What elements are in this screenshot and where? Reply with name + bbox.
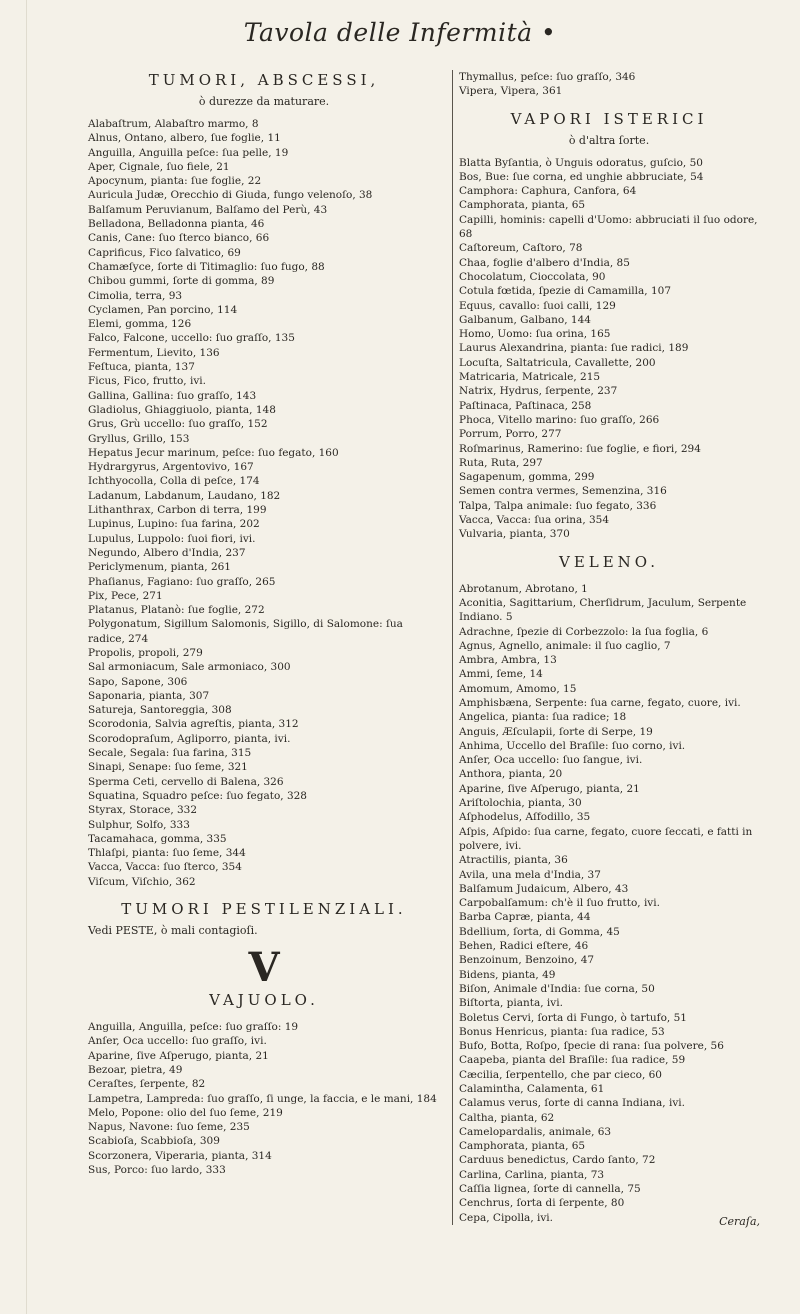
index-entry: Natrix, Hydrus, ſerpente, 237: [459, 385, 618, 398]
index-entry: Ariſtolochia, pianta, 30: [459, 797, 582, 810]
drop-initial: V: [248, 944, 280, 992]
index-entry: Chocolatum, Cioccolata, 90: [459, 270, 606, 283]
index-entry: Ruta, Ruta, 297: [459, 456, 543, 469]
index-entry: Camphorata, pianta, 65: [459, 199, 586, 212]
index-entry: Canis, Cane: ſuo ſterco bianco, 66: [88, 232, 270, 245]
index-entry: Pix, Pece, 271: [88, 589, 163, 602]
index-entry: Bidens, pianta, 49: [459, 968, 556, 981]
index-entry: Ambra, Ambra, 13: [459, 654, 557, 667]
index-entry: Sal armoniacum, Sale armoniaco, 300: [88, 661, 291, 674]
index-entry: Barba Capræ, pianta, 44: [459, 911, 591, 924]
section-heading-vajuolo: VAJUOLO.: [209, 991, 319, 1010]
left-column: [88, 70, 440, 1177]
index-entry: Cimolia, terra, 93: [88, 289, 183, 302]
index-entry: Atractilis, pianta, 36: [459, 854, 568, 867]
index-entry: Scabioſa, Scabbioſa, 309: [88, 1135, 220, 1148]
index-entry: Cepa, Cipolla, ivi.: [459, 1211, 553, 1224]
index-entry: Blatta Byſantia, ò Unguis odoratus, guſcio, 50: [459, 156, 703, 169]
index-entry: Feſtuca, pianta, 137: [88, 361, 195, 374]
index-entry: Ficus, Fico, frutto, ivi.: [88, 375, 206, 388]
index-entry: Alnus, Ontano, albero, ſue foglie, 11: [88, 132, 281, 145]
index-entry: Apocynum, pianta: ſue foglie, 22: [88, 175, 262, 188]
index-entry: Carlina, Carlina, pianta, 73: [459, 1168, 605, 1181]
index-entry: Matricaria, Matricale, 215: [459, 371, 601, 384]
index-entry: Locuſta, Saltatricula, Cavallette, 200: [459, 356, 656, 369]
index-entry: Alabaſtrum, Alabaſtro marmo, 8: [88, 118, 259, 130]
index-entry: Falco, Falcone, uccello: ſuo graſſo, 135: [88, 332, 295, 345]
index-entry: Biſon, Animale d'India: ſue corna, 50: [459, 982, 655, 995]
index-entry: Aconitia, Sagittarium, Cherſidrum, Jaculum, Serpente Indiano. 5: [459, 596, 747, 624]
index-entry: Aparine, ſive Aſperugo, pianta, 21: [459, 782, 640, 795]
page-title: Tavola delle Infermità •: [243, 18, 557, 47]
index-entry: Bezoar, pietra, 49: [88, 1063, 183, 1076]
cross-reference-note: Vedi PESTE, ò mali contagioſi.: [88, 924, 258, 938]
entry-list-vapori: [459, 156, 759, 542]
index-entry: Porrum, Porro, 277: [459, 428, 562, 441]
index-entry: Saponaria, pianta, 307: [88, 689, 210, 702]
index-entry: Capilli, hominis: capelli d'Uomo: abbruciati il ſuo odore, 68: [459, 213, 758, 241]
index-entry: Sapo, Sapone, 306: [88, 675, 188, 688]
index-entry: Cotula fœtida, ſpezie di Camamilla, 107: [459, 285, 671, 298]
index-entry: Lupinus, Lupino: ſua farina, 202: [88, 518, 260, 531]
index-entry: Laurus Alexandrina, pianta: ſue radici, 189: [459, 342, 689, 355]
index-entry: Anſer, Oca uccello: ſuo ſangue, ivi.: [459, 754, 643, 767]
index-entry: Vacca, Vacca: ſua orina, 354: [459, 514, 610, 527]
index-entry: Propolis, propoli, 279: [88, 646, 203, 659]
index-entry: Carpobalſamum: ch'è il ſuo frutto, ivi.: [459, 897, 660, 910]
page-edge-shadow: [26, 0, 27, 1314]
index-entry: Platanus, Platanò: ſue foglie, 272: [88, 604, 265, 617]
index-entry: Auricula Judæ, Orecchio di Giuda, fungo velenoſo, 38: [88, 189, 373, 202]
index-entry: Vulvaria, pianta, 370: [459, 528, 570, 541]
index-entry: Amomum, Amomo, 15: [459, 682, 577, 695]
index-entry: Hydrargyrus, Argentovivo, 167: [88, 461, 254, 474]
index-entry: Bos, Bue: ſue corna, ed unghie abbruciate, 54: [459, 170, 704, 183]
index-entry: Semen contra vermes, Semenzina, 316: [459, 485, 667, 498]
index-entry: Polygonatum, Sigillum Salomonis, Sigillo, di Salomone: ſua radice, 274: [88, 618, 403, 645]
entry-list-continued: [459, 70, 759, 99]
index-entry: Aſphodelus, Aſfodillo, 35: [459, 811, 591, 824]
index-entry: Camphorata, pianta, 65: [459, 1140, 586, 1153]
index-entry: Gallina, Gallina: ſuo graſſo, 143: [88, 389, 257, 402]
index-entry: Cyclamen, Pan porcino, 114: [88, 303, 238, 316]
index-entry: Galbanum, Galbano, 144: [459, 313, 591, 326]
index-entry: Camphora: Caphura, Canfora, 64: [459, 185, 637, 198]
index-entry: Adrachne, ſpezie di Corbezzolo: la ſua foglia, 6: [459, 625, 709, 638]
index-entry: Fermentum, Lievito, 136: [88, 346, 220, 359]
index-entry: Anguilla, Anguilla, peſce: ſuo graſſo: 19: [88, 1021, 299, 1034]
index-entry: Lupulus, Luppolo: ſuoi fiori, ivi.: [88, 532, 256, 545]
index-entry: Roſmarinus, Ramerino: ſue foglie, e fiori, 294: [459, 442, 701, 455]
index-entry: Chaa, foglie d'albero d'India, 85: [459, 256, 630, 269]
section-heading-veleno: VELENO.: [558, 552, 659, 571]
index-entry: Anſer, Oca uccello: ſuo graſſo, ivi.: [88, 1035, 267, 1048]
index-entry: Viſcum, Viſchio, 362: [88, 875, 196, 888]
entry-list-tumori: [88, 117, 440, 889]
index-entry: Bdellium, ſorta, di Gomma, 45: [459, 925, 620, 938]
index-entry: Abrotanum, Abrotano, 1: [459, 582, 588, 595]
index-entry: Elemi, gomma, 126: [88, 318, 192, 331]
index-entry: Gryllus, Grillo, 153: [88, 432, 190, 445]
index-entry: Lithanthrax, Carbon di terra, 199: [88, 504, 267, 517]
index-entry: Styrax, Storace, 332: [88, 804, 198, 817]
index-entry: Sperma Ceti, cervello di Balena, 326: [88, 775, 284, 788]
index-entry: Sulphur, Solfo, 333: [88, 818, 190, 831]
section-heading-tumori-pestilenziali: TUMORI PESTILENZIALI.: [121, 900, 407, 919]
index-entry: Homo, Uomo: ſua orina, 165: [459, 328, 611, 341]
index-entry: Cenchrus, ſorta di ſerpente, 80: [459, 1197, 625, 1210]
index-entry: Thymallus, peſce: ſuo graſſo, 346: [459, 71, 636, 83]
index-entry: Calamus verus, ſorte di canna Indiana, ivi.: [459, 1097, 685, 1110]
index-entry: Negundo, Albero d'India, 237: [88, 546, 246, 559]
index-entry: Ammi, ſeme, 14: [459, 668, 543, 681]
index-entry: Thlaſpi, pianta: ſuo ſeme, 344: [88, 847, 246, 860]
entry-list-vajuolo: [88, 1020, 440, 1177]
index-entry: Caſtoreum, Caſtoro, 78: [459, 242, 583, 255]
index-entry: Angelica, pianta: ſua radice; 18: [459, 711, 627, 724]
index-entry: Camelopardalis, animale, 63: [459, 1125, 612, 1138]
index-entry: Sagapenum, gomma, 299: [459, 471, 595, 484]
index-entry: Belladona, Belladonna pianta, 46: [88, 218, 265, 231]
index-entry: Agnus, Agnello, animale: il ſuo caglio, 7: [459, 639, 671, 652]
index-entry: Balſamum Peruvianum, Balſamo del Perù, 43: [88, 203, 328, 216]
index-entry: Ladanum, Labdanum, Laudano, 182: [88, 489, 281, 502]
index-entry: Melo, Popone: olio del ſuo ſeme, 219: [88, 1106, 283, 1119]
index-entry: Avila, una mela d'India, 37: [459, 868, 601, 881]
section-subheading-tumori: ò durezze da maturare.: [198, 95, 330, 108]
index-entry: Aper, Cignale, ſuo fiele, 21: [88, 160, 230, 173]
index-entry: Bufo, Botta, Roſpo, ſpecie di rana: ſua polvere, 56: [459, 1040, 724, 1053]
index-entry: Benzoinum, Benzoino, 47: [459, 954, 595, 967]
index-entry: Satureja, Santoreggia, 308: [88, 704, 232, 717]
catchword: Ceraſa,: [719, 1215, 760, 1228]
index-entry: Carduus benedictus, Cardo ſanto, 72: [459, 1154, 656, 1167]
index-entry: Anthora, pianta, 20: [459, 768, 563, 781]
index-entry: Amphisbæna, Serpente: ſua carne, fegato, cuore, ivi.: [459, 696, 741, 709]
right-column: [452, 70, 759, 1225]
index-entry: Talpa, Talpa animale: ſuo fegato, 336: [459, 499, 657, 512]
section-heading-vapori-isterici: VAPORI ISTERICI: [510, 109, 708, 128]
section-subheading-vapori: ò d'altra ſorte.: [568, 133, 650, 147]
index-entry: Paſtinaca, Paſtinaca, 258: [459, 399, 592, 412]
index-entry: Cæcilia, ſerpentello, che par cieco, 60: [459, 1068, 662, 1081]
index-entry: Anguilla, Anguilla peſce: ſua pelle, 19: [88, 146, 289, 159]
index-entry: Caſſia lignea, ſorte di cannella, 75: [459, 1183, 641, 1196]
index-entry: Scorodonia, Salvia agreſtis, pianta, 312: [88, 718, 299, 731]
index-entry: Gladiolus, Ghiaggiuolo, pianta, 148: [88, 403, 276, 416]
index-entry: Chibou gummi, ſorte di gomma, 89: [88, 275, 275, 288]
section-heading-tumori: TUMORI, ABSCESSI,: [148, 71, 380, 89]
index-entry: Anhima, Uccello del Braſile: ſuo corno, ivi.: [459, 739, 686, 752]
index-entry: Ichthyocolla, Colla di peſce, 174: [88, 475, 260, 488]
index-entry: Boletus Cervi, ſorta di Fungo, ò tartufo, 51: [459, 1011, 687, 1024]
index-entry: Caltha, pianta, 62: [459, 1111, 555, 1124]
index-entry: Bonus Henricus, pianta: ſua radice, 53: [459, 1025, 665, 1038]
index-entry: Tacamahaca, gomma, 335: [88, 832, 227, 845]
index-entry: Lampetra, Lampreda: ſuo graſſo, ſi unge, la faccia, e le mani, 184: [88, 1092, 437, 1105]
index-entry: Scorzonera, Viperaria, pianta, 314: [88, 1149, 272, 1162]
index-entry: Grus, Grù uccello: ſuo graſſo, 152: [88, 418, 268, 431]
index-entry: Periclymenum, pianta, 261: [88, 561, 231, 574]
index-entry: Behen, Radici eſtere, 46: [459, 940, 589, 953]
index-entry: Chamæſyce, ſorte di Titimaglio: ſuo fugo, 88: [88, 260, 325, 273]
index-entry: Secale, Segala: ſua farina, 315: [88, 747, 252, 760]
index-entry: Biſtorta, pianta, ivi.: [459, 997, 563, 1010]
index-entry: Squatina, Squadro peſce: ſuo fegato, 328: [88, 789, 307, 802]
index-entry: Anguis, Æſculapii, ſorte di Serpe, 19: [459, 725, 653, 738]
entry-list-veleno: [459, 582, 759, 1225]
index-entry: Sus, Porco: ſuo lardo, 333: [88, 1164, 226, 1176]
index-entry: Ceraſtes, ſerpente, 82: [88, 1078, 206, 1091]
index-entry: Calaminthа, Calamenta, 61: [459, 1083, 605, 1095]
index-entry: Caapeba, pianta del Braſile: ſua radice, 59: [459, 1054, 686, 1067]
index-entry: Phaſianus, Fagiano: ſuo graſſo, 265: [88, 575, 276, 588]
index-entry: Napus, Navone: ſuo ſeme, 235: [88, 1121, 250, 1134]
index-entry: Aſpis, Aſpido: ſua carne, fegato, cuore ſeccati, e fatti in polvere, ivi.: [459, 825, 753, 852]
index-entry: Caprificus, Fico ſalvatico, 69: [88, 246, 241, 259]
index-entry: Balſamum Judaicum, Albero, 43: [459, 882, 629, 895]
index-entry: Vacca, Vacca: ſuo ſterco, 354: [88, 861, 242, 874]
index-entry: Scorodopraſum, Agliporro, pianta, ivi.: [88, 732, 291, 745]
index-entry: Vipera, Vipera, 361: [459, 85, 563, 98]
index-entry: Aparine, ſive Aſperugo, pianta, 21: [88, 1049, 269, 1062]
index-entry: Equus, cavallo: ſuoi calli, 129: [459, 299, 616, 312]
index-entry: Sinapi, Senape: ſuo ſeme, 321: [88, 761, 248, 774]
index-entry: Hepatus Jecur marinum, peſce: ſuo fegato, 160: [88, 446, 339, 459]
index-entry: Phoca, Vitello marino: ſuo graſſo, 266: [459, 413, 660, 426]
